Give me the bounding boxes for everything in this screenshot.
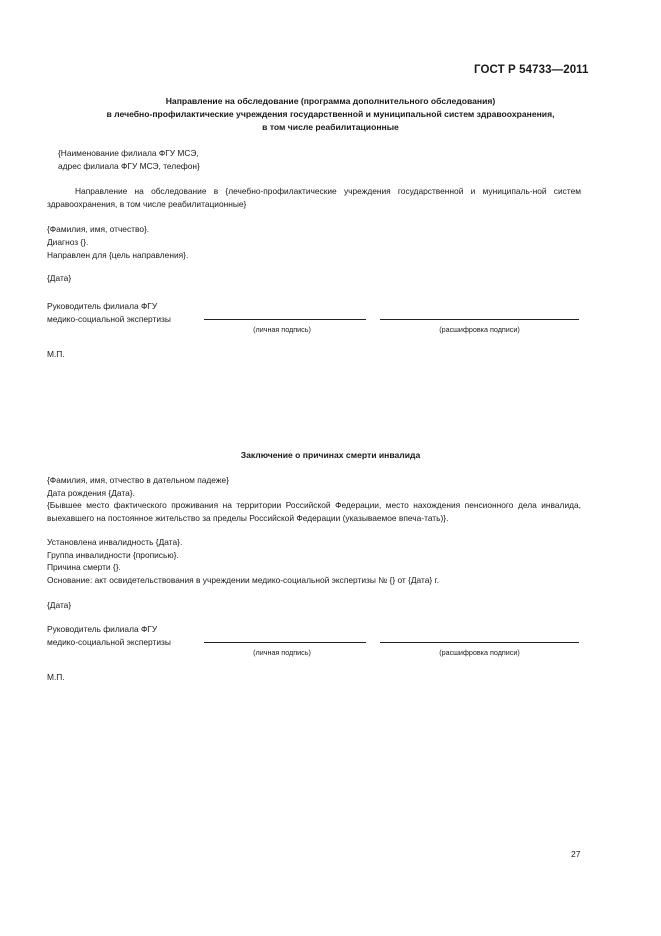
field-birth-date: Дата рождения {Дата}. xyxy=(47,488,135,498)
section1-signature-caption: (личная подпись) xyxy=(253,325,311,334)
section2-signer-line-2: медико-социальной экспертизы xyxy=(47,637,171,647)
section1-signature-line xyxy=(204,319,366,320)
standard-number: ГОСТ Р 54733—2011 xyxy=(474,64,589,76)
field-disability-group: Группа инвалидности {прописью}. xyxy=(47,550,179,560)
field-former-residence: {Бывшее место фактического проживания на территории Российской Федерации, место нахождения пенсионного дела инвалида, выехавшего на постоянное жительство за пределы Российской Федерации (указываемое впеча-тать)}. xyxy=(47,500,581,523)
section2-title: Заключение о причинах смерти инвалида xyxy=(240,450,421,460)
section1-intro-paragraph: Направление на обследование в {лечебно-профилактические учреждения государственной и муниципаль-ной систем здравоохранения, в том числе реабилитационные} xyxy=(47,186,581,209)
section2-decode-line xyxy=(380,642,579,643)
field-basis: Основание: акт освидетельствования в учреждении медико-социальной экспертизы № {} от {Дата} г. xyxy=(47,575,439,585)
field-disability-date: Установлена инвалидность {Дата}. xyxy=(47,537,183,547)
section2-signer-line-1: Руководитель филиала ФГУ xyxy=(47,624,158,634)
section2-date: {Дата} xyxy=(47,600,72,610)
section1-title-line-1: Направление на обследование (программа дополнительного обследования) xyxy=(165,96,496,106)
section1-signer-line-1: Руководитель филиала ФГУ xyxy=(47,301,158,311)
field-name-dative: {Фамилия, имя, отчество в дательном падеже} xyxy=(47,475,229,485)
page-number: 27 xyxy=(571,849,581,859)
field-referral-purpose: Направлен для {цель направления}. xyxy=(47,250,189,260)
section2-signature-line xyxy=(204,642,366,643)
section1-date: {Дата} xyxy=(47,273,72,283)
section2-stamp-mark: М.П. xyxy=(47,672,65,682)
section1-title-line-3: в том числе реабилитационные xyxy=(262,122,399,132)
section1-stamp-mark: М.П. xyxy=(47,349,65,359)
field-diagnosis: Диагноз {}. xyxy=(47,237,89,247)
section1-decode-line xyxy=(380,319,579,320)
org-name-line: {Наименование филиала ФГУ МСЭ, xyxy=(58,148,199,158)
section1-title-line-2: в лечебно-профилактические учреждения государственной и муниципальной систем здравоохранения, xyxy=(106,109,555,119)
section2-signature-caption: (личная подпись) xyxy=(253,648,311,657)
section1-decode-caption: (расшифровка подписи) xyxy=(439,325,520,334)
org-address-line: адрес филиала ФГУ МСЭ, телефон} xyxy=(58,161,200,171)
field-death-cause: Причина смерти {}. xyxy=(47,562,121,572)
field-full-name: {Фамилия, имя, отчество}. xyxy=(47,224,150,234)
section1-signer-line-2: медико-социальной экспертизы xyxy=(47,314,171,324)
section2-decode-caption: (расшифровка подписи) xyxy=(439,648,520,657)
